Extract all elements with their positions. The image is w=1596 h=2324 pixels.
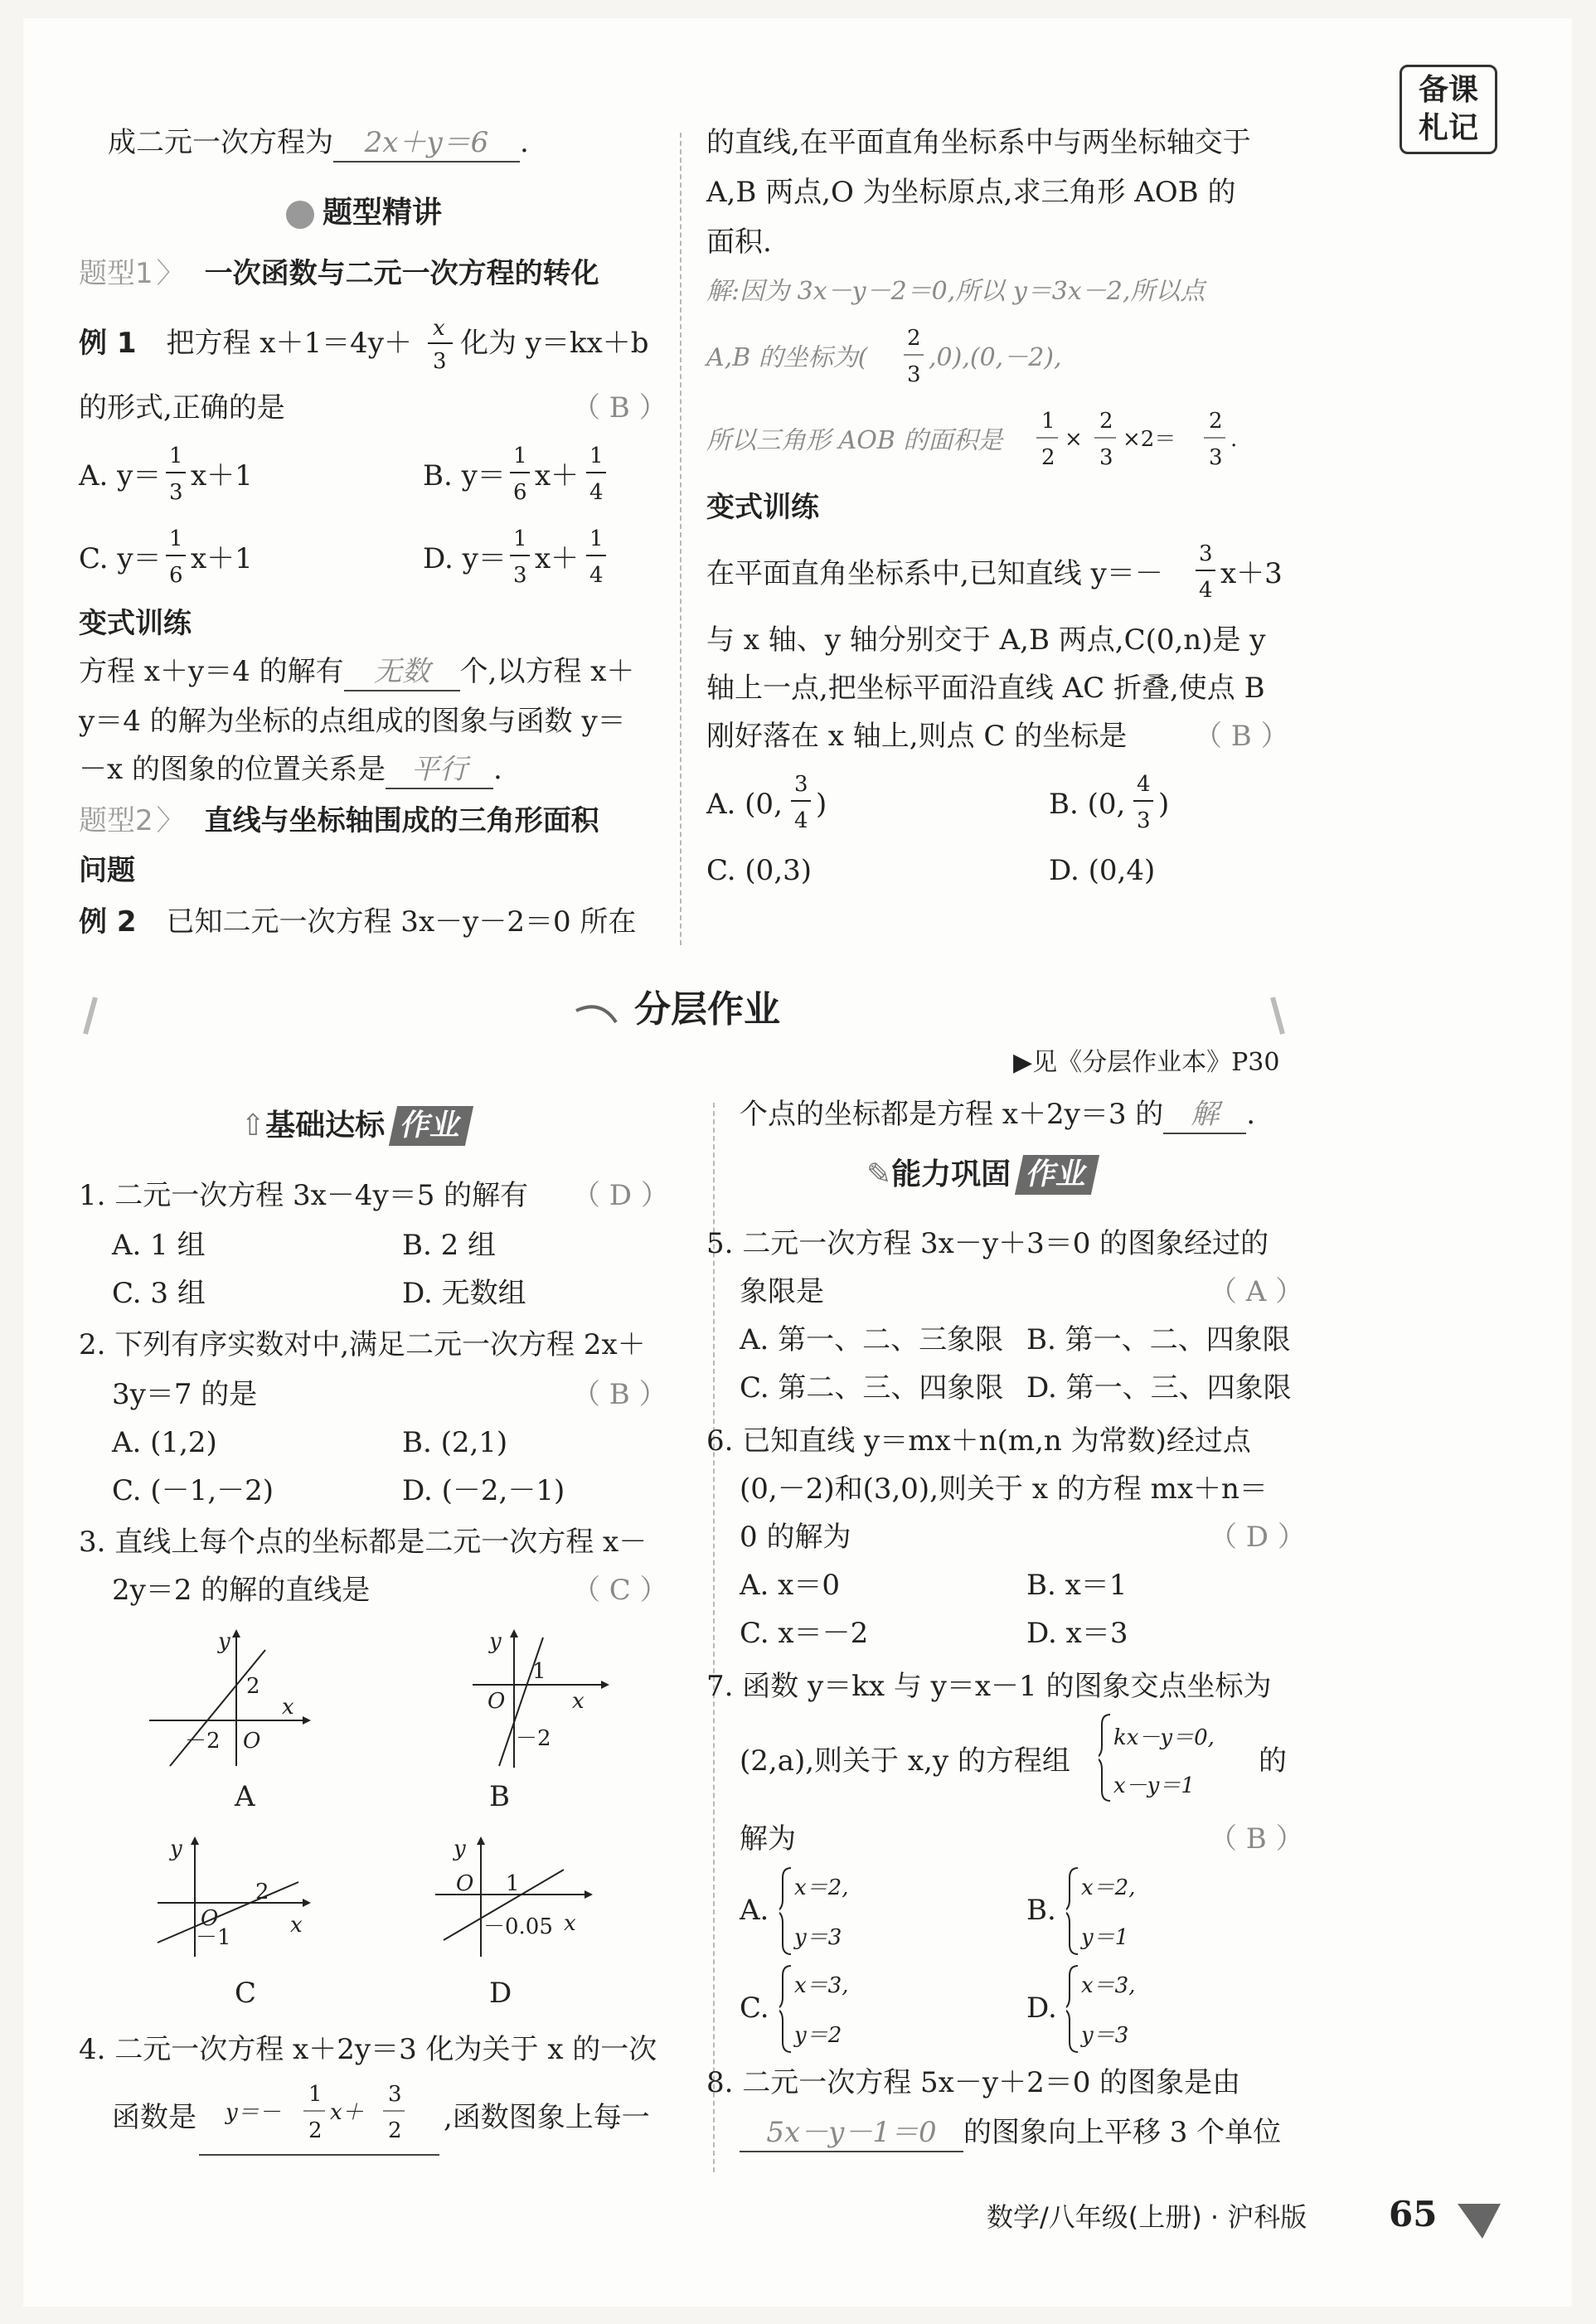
solution-line2: A,B 的坐标为(: [706, 343, 868, 372]
svg-text:2: 2: [246, 1674, 260, 1699]
fraction-x-over-3: [424, 312, 458, 378]
q2-option-a: A. (1,2): [112, 1426, 217, 1459]
q7-system: [1099, 1708, 1256, 1807]
svg-text:3: 3: [1137, 808, 1151, 833]
page-number: 65: [1389, 2194, 1438, 2234]
q7-stem-2: (2,a),则关于 x,y 的方程组: [740, 1744, 1070, 1778]
homework-section-title: 分层作业: [634, 988, 780, 1031]
svg-text:4: 4: [794, 808, 808, 833]
q5-option-b: B. 第一、二、四象限: [1026, 1323, 1291, 1356]
answer-blank: 2x＋y＝6: [364, 126, 489, 159]
q6-option-b: B. x＝1: [1026, 1569, 1128, 1602]
ex1-option-a: A. y＝: [79, 459, 162, 492]
column-divider-top: [680, 133, 682, 945]
q5-answer: （ A ）: [1209, 1275, 1304, 1308]
svg-text:y＝2: y＝2: [794, 2023, 842, 2048]
svg-text:x＝2,: x＝2,: [1081, 1875, 1136, 1900]
frac-den: 3: [433, 349, 447, 374]
svg-text:x: x: [282, 1695, 294, 1720]
example2-question: 例 2 已知二元一次方程 3x－y－2＝0 所在: [79, 905, 637, 939]
q1-option-c: C. 3 组: [112, 1277, 206, 1310]
variant2-answer: （ B ）: [1194, 720, 1289, 753]
svg-text:3: 3: [513, 563, 527, 588]
example1-answer: （ B ）: [572, 391, 667, 425]
svg-text:y: y: [489, 1629, 502, 1654]
q7-stem-1: 7. 函数 y＝kx 与 y＝x－1 的图象交点坐标为: [706, 1670, 1272, 1703]
ex1-option-c-tail: x＋1: [191, 542, 253, 575]
q6-stem-3: 0 的解为: [740, 1521, 851, 1554]
line-equation-result: 成二元一次方程为 2x＋y＝6 .: [108, 124, 529, 163]
example1-line2: 的形式,正确的是: [79, 391, 285, 425]
example2-cont-1: 的直线,在平面直角坐标系中与两坐标轴交于: [706, 126, 1251, 159]
variant2-option-a-close: ): [816, 788, 827, 821]
svg-text:y: y: [218, 1629, 230, 1654]
ex1-option-d-tail: x＋: [535, 542, 580, 575]
type1-heading: 题型1 〉 一次函数与二元一次方程的转化: [79, 257, 599, 290]
svg-text:4: 4: [1137, 772, 1151, 797]
q6-answer: （ D ）: [1209, 1521, 1306, 1554]
q8-stem-1: 8. 二元一次方程 5x－y＋2＝0 的图象是由: [706, 2066, 1241, 2099]
q6-stem-2: (0,－2)和(3,0),则关于 x 的方程 mx＋n＝: [740, 1473, 1268, 1506]
svg-text:1: 1: [506, 1871, 520, 1896]
q1-option-a: A. 1 组: [112, 1229, 206, 1262]
type2-heading-2: 问题: [79, 854, 135, 887]
variant2-option-b-close: ): [1158, 788, 1170, 821]
svg-text:x＝2,: x＝2,: [794, 1875, 849, 1900]
svg-text:2: 2: [388, 2118, 402, 2143]
q7-option-d-system: [1066, 1959, 1174, 2059]
q2-answer: （ B ）: [572, 1378, 667, 1411]
q3-answer: （ C ）: [572, 1574, 668, 1607]
footer-book-title: 数学/八年级(上册) · 沪科版: [987, 2201, 1307, 2233]
svg-text:2: 2: [1041, 445, 1055, 470]
type-tag: 题型2: [79, 804, 153, 837]
q2-stem-2: 3y＝7 的是: [112, 1378, 258, 1411]
q2-option-b: B. (2,1): [402, 1426, 508, 1459]
ex1-option-b-tail: x＋: [535, 459, 580, 492]
variant2-line3: 轴上一点,把坐标平面沿直线 AC 折叠,使点 B: [706, 672, 1265, 705]
svg-text:kx－y＝0,: kx－y＝0,: [1113, 1725, 1215, 1750]
variant2-line1: 在平面直角坐标系中,已知直线 y＝－: [706, 557, 1163, 590]
svg-text:1: 1: [589, 444, 604, 468]
solution-frac-2-3: [902, 322, 927, 391]
graph-c: [149, 1832, 315, 1965]
variant2-option-c: C. (0,3): [706, 854, 813, 887]
q6-stem-1: 6. 已知直线 y＝mx＋n(m,n 为常数)经过点: [706, 1424, 1251, 1458]
graph-b: [464, 1625, 614, 1770]
basic-heading: ⇧基础达标 作业: [240, 1106, 469, 1146]
q3-stem-2: 2y＝2 的解的直线是: [112, 1574, 371, 1607]
lesson-notes-badge: [1400, 65, 1497, 154]
corner-arrow-icon: [1449, 2195, 1507, 2242]
book-icon: [286, 201, 314, 229]
svg-text:1: 1: [513, 444, 527, 468]
solution-area-expression: [1035, 405, 1259, 474]
graph-b-label: B: [489, 1780, 510, 1813]
q5-option-c: C. 第二、三、四象限: [740, 1371, 1004, 1405]
variant2-line4: 刚好落在 x 轴上,则点 C 的坐标是: [706, 720, 1128, 753]
ex1-option-a-tail: x＋1: [191, 459, 253, 492]
q5-stem-1: 5. 二元一次方程 3x－y＋3＝0 的图象经过的: [706, 1227, 1269, 1260]
svg-text:4: 4: [1199, 578, 1213, 603]
q7-option-c: C.: [740, 1992, 769, 2025]
svg-text:O: O: [488, 1689, 506, 1714]
ex1-option-c-frac: [164, 522, 189, 592]
page-title: 题型精讲: [323, 196, 443, 230]
svg-text:2: 2: [308, 2118, 323, 2143]
answer-blank: 无数: [373, 655, 430, 688]
q4-stem-2: 函数是: [112, 2101, 196, 2134]
q8-stem-2: 5x－y－1＝0 的图象向上平移 3 个单位: [740, 2114, 1281, 2152]
svg-text:4: 4: [589, 563, 604, 588]
svg-text:y: y: [170, 1836, 182, 1861]
q1-answer: （ D ）: [572, 1179, 669, 1212]
variant2-option-a: A. (0,: [706, 788, 783, 821]
svg-text:3: 3: [1209, 445, 1223, 470]
svg-text:4: 4: [589, 480, 604, 505]
variant2-option-b: B. (0,: [1049, 788, 1126, 821]
q4-answer: [222, 2078, 421, 2151]
q6-option-d: D. x＝3: [1026, 1617, 1128, 1650]
svg-text:×2＝: ×2＝: [1123, 427, 1176, 452]
variant2-line1-tail: x＋3: [1220, 557, 1283, 590]
ex1-option-d-frac2: [585, 522, 609, 592]
ex1-option-b: B. y＝: [423, 459, 506, 492]
variant-line2: y＝4 的解为坐标的点组成的图象与函数 y＝: [79, 705, 626, 738]
svg-text:O: O: [456, 1871, 474, 1896]
graph-d: [427, 1832, 601, 1965]
homework-badge: 作业: [1015, 1155, 1099, 1195]
q7-option-a: A.: [740, 1894, 769, 1927]
example1-question: 例 1 把方程 x＋1＝4y＋: [79, 327, 412, 360]
q4-stem-1: 4. 二元一次方程 x＋2y＝3 化为关于 x 的一次: [79, 2033, 657, 2066]
variant-title-left: 变式训练: [79, 607, 192, 640]
answer-blank: 5x－y－1＝0: [766, 2116, 937, 2149]
svg-text:O: O: [201, 1906, 219, 1931]
variant-line1: 方程 x＋y＝4 的解有 无数 个,以方程 x＋: [79, 653, 634, 691]
q4-stem-2-tail: ,函数图象上每一: [444, 2101, 650, 2134]
svg-text:1: 1: [1041, 409, 1055, 434]
q7-option-c-system: [779, 1959, 887, 2059]
svg-text:3: 3: [1199, 541, 1213, 566]
svg-text:x＋: x＋: [330, 2100, 364, 2125]
svg-text:2: 2: [1209, 409, 1223, 434]
svg-text:.: .: [1230, 427, 1238, 452]
svg-text:－1: －1: [196, 1925, 231, 1950]
q1-stem: 1. 二元一次方程 3x－4y＝5 的解有: [79, 1179, 529, 1212]
variant2-frac-3-4: [1194, 537, 1219, 607]
variant-title-right: 变式训练: [706, 491, 819, 524]
svg-text:2: 2: [255, 1880, 269, 1904]
q7-option-b: B.: [1026, 1894, 1056, 1927]
q5-option-d: D. 第一、三、四象限: [1026, 1371, 1292, 1405]
q6-option-a: A. x＝0: [740, 1569, 840, 1602]
svg-text:1: 1: [589, 526, 604, 551]
ex1-option-d-frac1: [508, 522, 533, 592]
type2-heading: 题型2 〉 直线与坐标轴围成的三角形面积: [79, 804, 599, 837]
svg-text:x: x: [290, 1913, 303, 1938]
pen-icon: ✎: [866, 1157, 892, 1191]
svg-text:y: y: [454, 1836, 466, 1861]
section-heading: [286, 189, 442, 231]
svg-text:3: 3: [907, 362, 921, 387]
svg-text:3: 3: [794, 772, 808, 797]
svg-text:3: 3: [388, 2082, 402, 2107]
ex1-option-b-frac1: [508, 439, 533, 509]
svg-text:1: 1: [169, 444, 183, 468]
q1-option-d: D. 无数组: [402, 1277, 526, 1310]
answer-blank: 解: [1191, 1098, 1220, 1131]
variant-line3: －x 的图象的位置关系是 平行 .: [79, 751, 502, 789]
q2-stem-1: 2. 下列有序实数对中,满足二元一次方程 2x＋: [79, 1328, 646, 1361]
answer-blank: 平行: [410, 753, 468, 786]
homework-book-reference: ▶见《分层作业本》P30: [1013, 1048, 1280, 1077]
q2-option-d: D. (－2,－1): [402, 1474, 565, 1507]
variant2-line2: 与 x 轴、y 轴分别交于 A,B 两点,C(0,n)是 y: [706, 623, 1266, 657]
q7-stem-3: 解为: [740, 1822, 796, 1856]
svg-text:y＝1: y＝1: [1081, 1925, 1129, 1950]
q5-option-a: A. 第一、二、三象限: [740, 1323, 1004, 1356]
variant2-option-a-frac: [789, 768, 814, 837]
ex1-option-a-frac: [164, 439, 189, 509]
svg-text:3: 3: [1099, 445, 1113, 470]
q1-option-b: B. 2 组: [402, 1229, 497, 1262]
svg-text:1: 1: [308, 2082, 323, 2107]
svg-text:6: 6: [513, 480, 527, 505]
badge-line-1: 备课: [1418, 72, 1478, 107]
column-divider-bottom: [713, 1103, 715, 2172]
svg-text:3: 3: [169, 480, 183, 505]
ex1-option-b-frac2: [585, 439, 609, 509]
svg-text:2: 2: [907, 326, 921, 351]
q2-option-c: C. (－1,－2): [112, 1474, 274, 1507]
graph-d-label: D: [489, 1977, 512, 2010]
svg-text:y＝3: y＝3: [1081, 2023, 1129, 2048]
ex1-option-c: C. y＝: [79, 542, 162, 575]
q7-option-d: D.: [1026, 1992, 1057, 2025]
q4-cont: 个点的坐标都是方程 x＋2y＝3 的 解 .: [740, 1096, 1255, 1134]
svg-text:x＝3,: x＝3,: [1081, 1973, 1136, 1998]
type-tag: 题型1: [79, 257, 153, 290]
frac-num: x: [433, 316, 445, 341]
graph-a: [145, 1625, 311, 1770]
variant2-option-b-frac: [1132, 768, 1157, 837]
svg-text:－2: －2: [185, 1729, 221, 1754]
svg-text:O: O: [243, 1729, 261, 1754]
svg-text:6: 6: [169, 563, 183, 588]
q7-option-b-system: [1066, 1861, 1174, 1961]
solution-line1: 解:因为 3x－y－2＝0,所以 y＝3x－2,所以点: [706, 277, 1205, 306]
svg-text:1: 1: [169, 526, 183, 551]
solution-line3: 所以三角形 AOB 的面积是: [706, 426, 1003, 455]
variant2-option-d: D. (0,4): [1049, 854, 1156, 887]
svg-text:x＝3,: x＝3,: [794, 1973, 849, 1998]
q7-answer: （ B ）: [1209, 1822, 1304, 1856]
ability-heading: ✎能力巩固 作业: [866, 1155, 1095, 1195]
badge-line-2: 札记: [1418, 110, 1478, 145]
svg-text:x: x: [572, 1689, 585, 1714]
svg-text:y＝3: y＝3: [794, 1925, 842, 1950]
q5-stem-2: 象限是: [740, 1275, 824, 1308]
example2-cont-2: A,B 两点,O 为坐标原点,求三角形 AOB 的: [706, 176, 1236, 209]
arrow-up-icon: ⇧: [240, 1109, 266, 1143]
q3-stem-1: 3. 直线上每个点的坐标都是二元一次方程 x－: [79, 1526, 648, 1559]
svg-text:x－y＝1: x－y＝1: [1113, 1773, 1195, 1798]
svg-text:－0.05: －0.05: [483, 1914, 553, 1939]
graph-a-label: A: [235, 1780, 255, 1813]
svg-text:2: 2: [1099, 409, 1113, 434]
svg-text:－2: －2: [516, 1726, 551, 1751]
graph-c-label: C: [235, 1977, 257, 2010]
svg-text:×: ×: [1065, 427, 1083, 452]
q6-option-c: C. x＝－2: [740, 1617, 869, 1650]
solution-line2-tail: ,0),(0,－2),: [929, 343, 1062, 372]
svg-text:1: 1: [513, 526, 527, 551]
svg-text:x: x: [564, 1911, 576, 1936]
example1-question-tail: 化为 y＝kx＋b: [460, 327, 649, 360]
example2-cont-3: 面积.: [706, 226, 772, 259]
ex1-option-d: D. y＝: [423, 542, 507, 575]
q7-stem-2-tail: 的: [1259, 1744, 1287, 1778]
homework-badge: 作业: [389, 1106, 473, 1146]
svg-text:1: 1: [532, 1659, 546, 1684]
svg-text:y＝－: y＝－: [226, 2100, 281, 2125]
q7-option-a-system: [779, 1861, 887, 1961]
